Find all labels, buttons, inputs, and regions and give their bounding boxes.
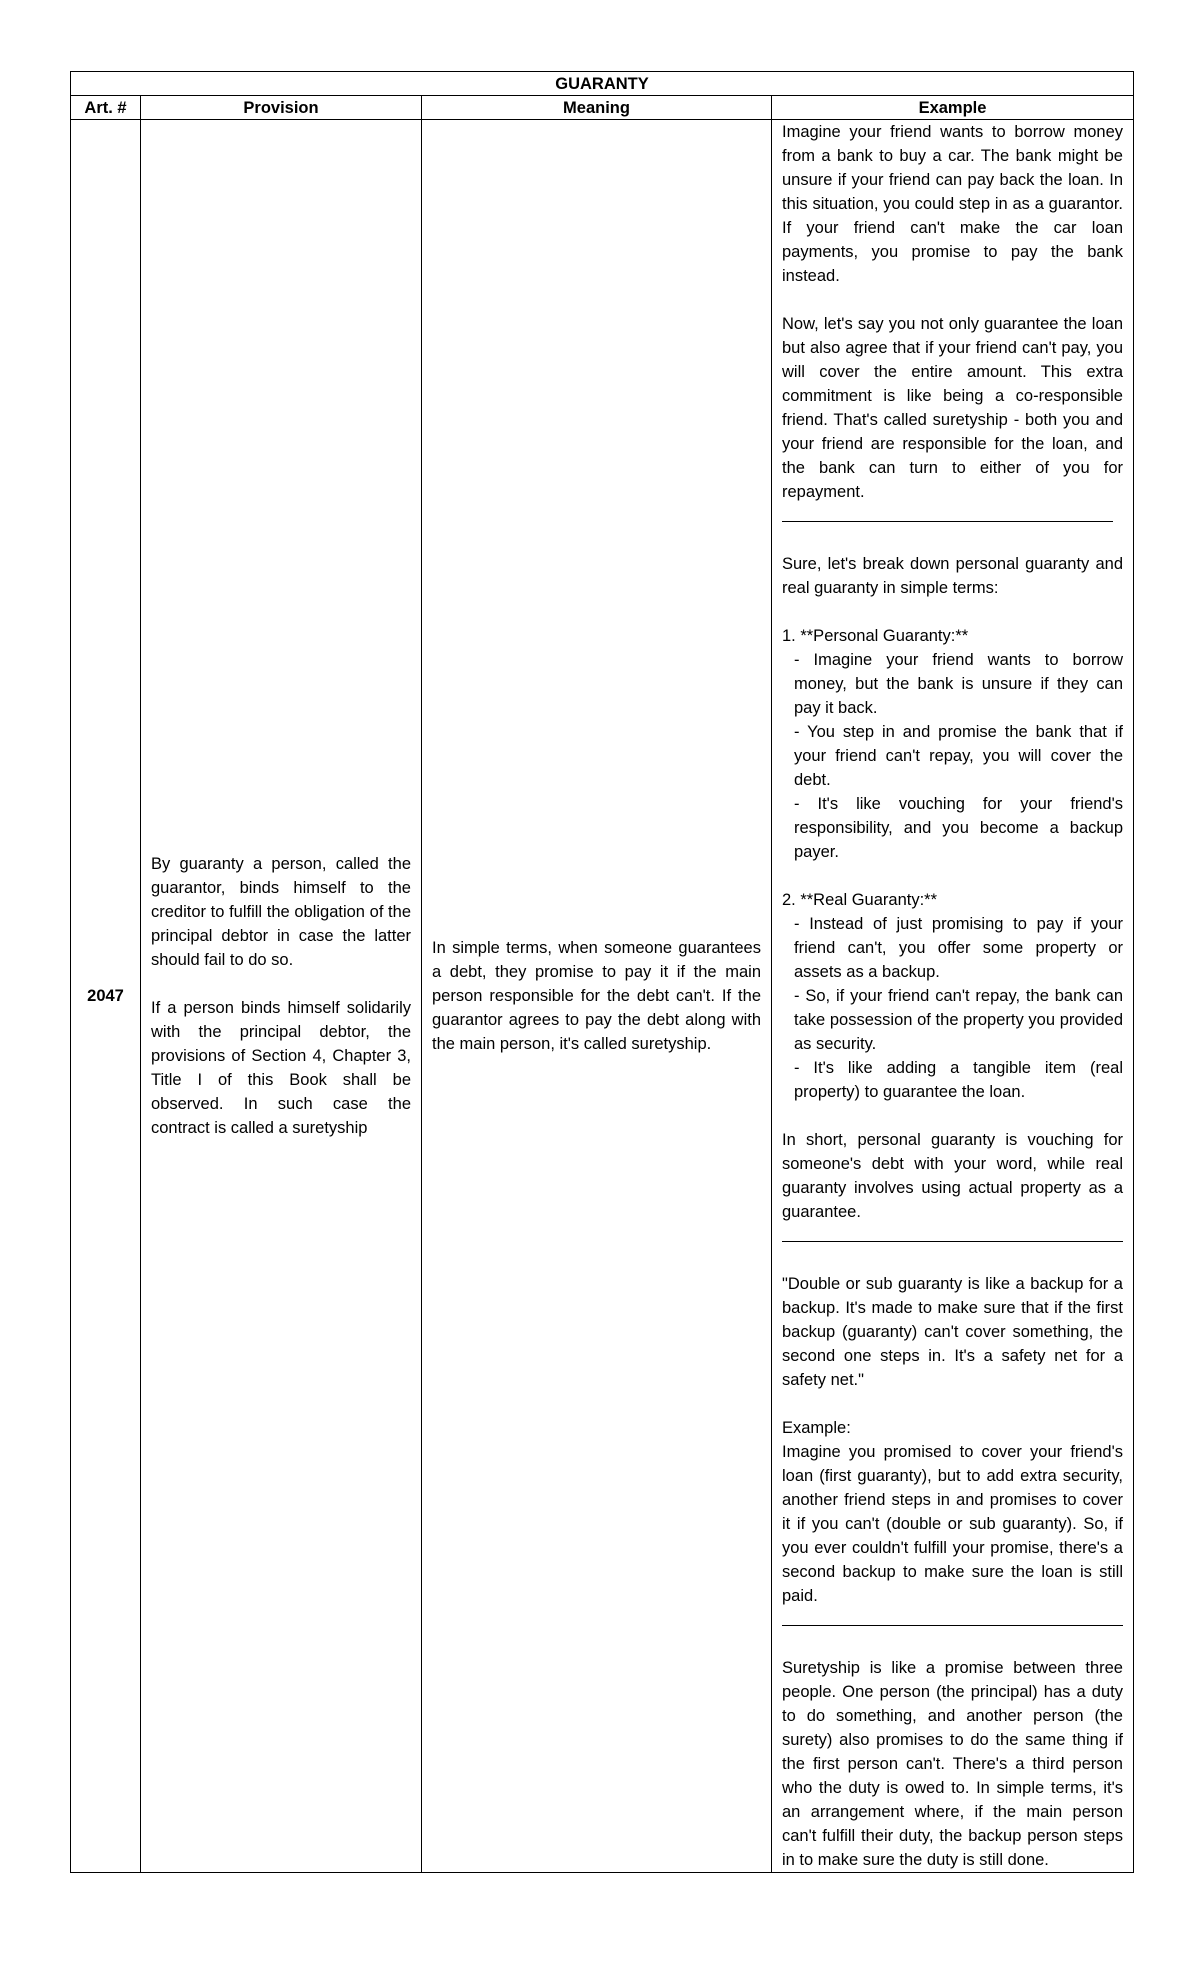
section-divider bbox=[782, 1224, 1123, 1248]
paragraph-gap bbox=[782, 528, 1123, 552]
guaranty-table bbox=[70, 71, 1134, 1873]
personal-guaranty-heading: 1. **Personal Guaranty:** bbox=[782, 627, 969, 645]
section-divider bbox=[782, 1608, 1123, 1632]
table-title: GUARANTY bbox=[71, 72, 1134, 96]
personal-guaranty-point-1: - Imagine your friend wants to borrow money, but the bank is unsure if they can pay it back. bbox=[794, 651, 1123, 717]
paragraph-gap bbox=[782, 600, 1123, 624]
table-row bbox=[71, 120, 1134, 1873]
real-guaranty-heading: 2. **Real Guaranty:** bbox=[782, 891, 938, 909]
header-example: Example bbox=[772, 96, 1134, 120]
double-guaranty-example-body: Imagine you promised to cover your friend's loan (first guaranty), but to add extra security, another friend steps in and promises to cover it if you can't (double or sub guaranty). So, if you ever couldn't fulfill your promise, there's a second backup to make sure the loan is still paid. bbox=[782, 1443, 1123, 1605]
provision-paragraph-2: If a person binds himself solidarily with the principal debtor, the provisions of Section 4, Chapter 3, Title I of this Book shall be observed. In such case the contract is called a suretyship bbox=[151, 999, 411, 1137]
meaning-cell bbox=[422, 120, 772, 1873]
header-meaning: Meaning bbox=[422, 96, 772, 120]
real-guaranty-point-3: - It's like adding a tangible item (real property) to guarantee the loan. bbox=[794, 1059, 1123, 1101]
real-guaranty-point-1: - Instead of just promising to pay if your friend can't, you offer some property or assets as a backup. bbox=[794, 915, 1123, 981]
paragraph-gap bbox=[782, 1392, 1123, 1416]
example-breakdown-intro: Sure, let's break down personal guaranty and real guaranty in simple terms: bbox=[782, 555, 1123, 597]
double-guaranty-quote: "Double or sub guaranty is like a backup for a backup. It's made to make sure that if the first backup (guaranty) can't cover something, the second one steps in. It's a safety net for a safety net." bbox=[782, 1275, 1123, 1389]
paragraph-gap bbox=[782, 864, 1123, 888]
double-guaranty-example-label: Example: bbox=[782, 1419, 851, 1437]
personal-guaranty-point-2: - You step in and promise the bank that if your friend can't repay, you will cover the debt. bbox=[794, 723, 1123, 789]
example-cell bbox=[772, 120, 1134, 1873]
header-provision: Provision bbox=[141, 96, 422, 120]
paragraph-gap bbox=[782, 1104, 1123, 1128]
real-guaranty-point-2: - So, if your friend can't repay, the bank can take possession of the property you provided as security. bbox=[794, 987, 1123, 1053]
paragraph-gap bbox=[782, 288, 1123, 312]
header-art-number: Art. # bbox=[71, 96, 141, 120]
paragraph-gap bbox=[782, 1632, 1123, 1656]
article-number: 2047 bbox=[71, 120, 141, 1873]
paragraph-gap bbox=[151, 972, 411, 996]
provision-cell bbox=[141, 120, 422, 1873]
provision-paragraph-1: By guaranty a person, called the guarantor, binds himself to the creditor to fulfill the obligation of the principal debtor in case the latter should fail to do so. bbox=[151, 855, 411, 969]
paragraph-gap bbox=[782, 1248, 1123, 1272]
meaning-paragraph: In simple terms, when someone guarantees a debt, they promise to pay it if the main person responsible for the debt can't. If the guarantor agrees to pay the debt along with the main person, it's called suretyship. bbox=[432, 939, 761, 1053]
example-guarantor-paragraph: Imagine your friend wants to borrow money from a bank to buy a car. The bank might be unsure if your friend can pay back the loan. In this situation, you could step in as a guarantor. If your friend can't make the car loan payments, you promise to pay the bank instead. bbox=[782, 123, 1123, 285]
example-suretyship-paragraph: Now, let's say you not only guarantee the loan but also agree that if your friend can't pay, you will cover the entire amount. This extra commitment is like being a co-responsible friend. That's called suretyship - both you and your friend are responsible for the loan, and the bank can turn to either of you for repayment. bbox=[782, 315, 1123, 501]
suretyship-explanation: Suretyship is like a promise between three people. One person (the principal) has a duty to do something, and another person (the surety) also promises to do the same thing if the first person can't. There's a third person who the duty is owed to. In simple terms, it's an arrangement where, if the main person can't fulfill their duty, the backup person steps in to make sure the duty is still done. bbox=[782, 1659, 1123, 1869]
table-header-row bbox=[71, 96, 1134, 120]
guaranty-summary: In short, personal guaranty is vouching for someone's debt with your word, while real guaranty involves using actual property as a guarantee. bbox=[782, 1131, 1123, 1221]
personal-guaranty-point-3: - It's like vouching for your friend's responsibility, and you become a backup payer. bbox=[794, 795, 1123, 861]
table-title-row bbox=[71, 72, 1134, 96]
section-divider bbox=[782, 504, 1123, 528]
